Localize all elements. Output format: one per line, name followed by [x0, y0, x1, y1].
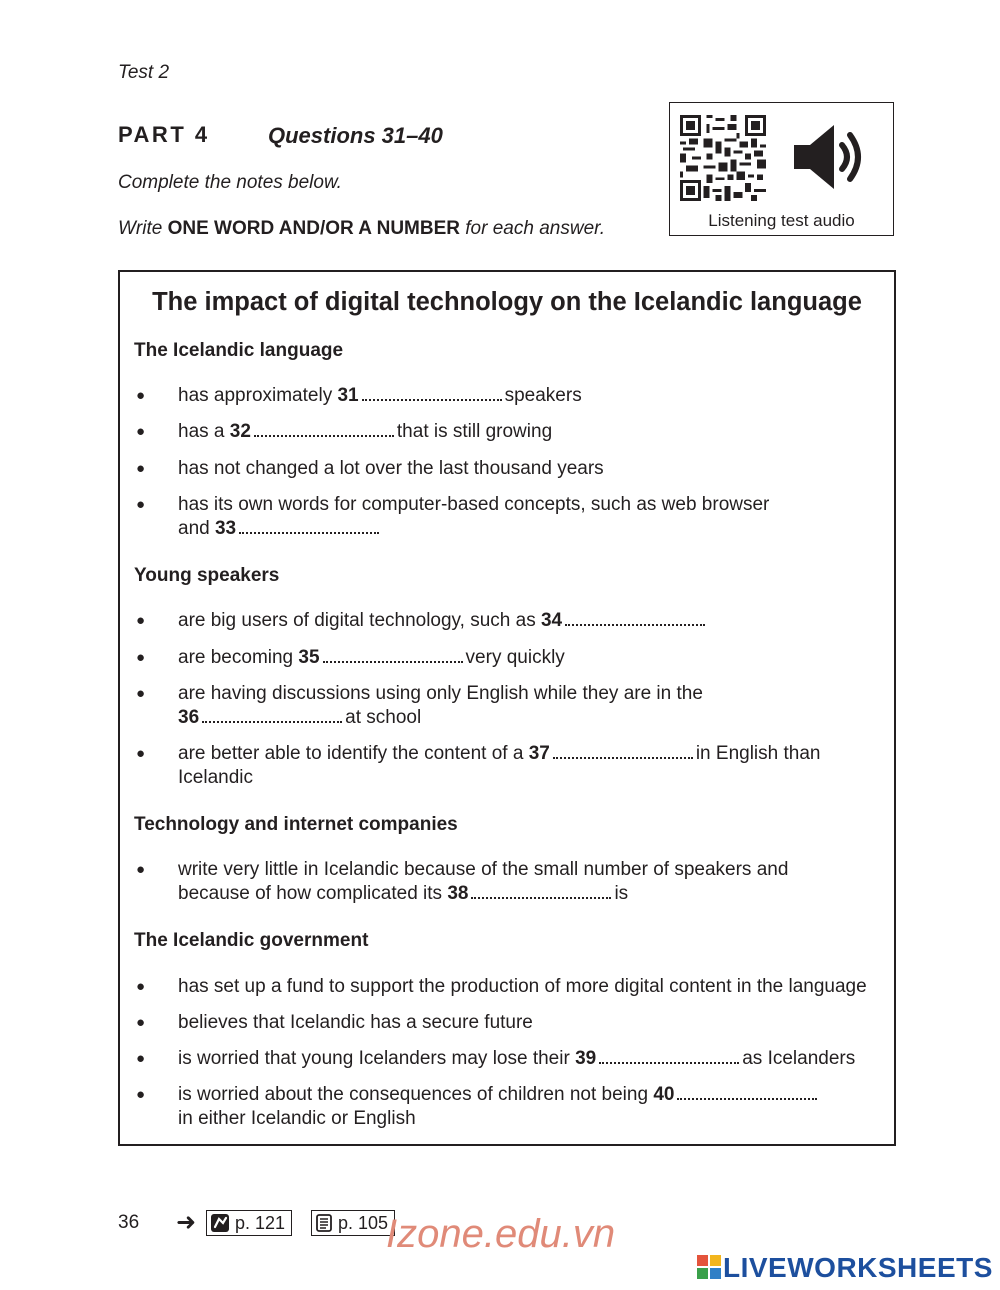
note-item: has not changed a lot over the last thousand years: [178, 458, 604, 479]
answer-gap-33[interactable]: [239, 518, 379, 534]
bullet-icon: ●: [136, 1086, 146, 1103]
note-item-q33: has its own words for computer-based concepts, such as web browser and 33: [178, 494, 770, 539]
note-item-q32: has a 32 that is still growing: [178, 421, 553, 442]
answer-gap-36[interactable]: [202, 707, 342, 723]
section-heading: The Icelandic government: [134, 930, 369, 951]
bullet-icon: ●: [136, 387, 146, 404]
note-item-q37: are better able to identify the content of a 37 in English than Icelandic: [178, 743, 821, 788]
watermark: Izone.edu.vn: [386, 1212, 616, 1256]
notes-box: [118, 270, 896, 1146]
answer-gap-34[interactable]: [565, 610, 705, 626]
answer-key-reference[interactable]: p. 121: [206, 1210, 292, 1236]
answer-gap-40[interactable]: [677, 1084, 817, 1100]
answer-gap-37[interactable]: [553, 743, 693, 759]
bullet-icon: ●: [136, 1014, 146, 1031]
bullet-icon: ●: [136, 423, 146, 440]
instruction-word-limit: Write ONE WORD AND/OR A NUMBER for each answer.: [118, 218, 606, 239]
bullet-icon: ●: [136, 460, 146, 477]
answer-gap-39[interactable]: [599, 1048, 739, 1064]
bullet-icon: ●: [136, 612, 146, 629]
section-heading: Young speakers: [134, 565, 280, 586]
note-item-q34: are big users of digital technology, such as 34: [178, 609, 708, 633]
bullet-icon: ●: [136, 649, 146, 666]
test-label: Test 2: [118, 62, 170, 83]
note-item-q40: is worried about the consequences of children not being 40 in either Icelandic or English: [178, 1083, 820, 1131]
bullet-icon: ●: [136, 1050, 146, 1067]
notes-title: The impact of digital technology on the Icelandic language: [152, 288, 862, 316]
liveworksheets-mark-icon: [697, 1255, 721, 1279]
liveworksheets-logo[interactable]: LIVEWORKSHEETS: [697, 1252, 993, 1284]
transcript-icon: [316, 1214, 332, 1232]
part-label: PART 4: [118, 122, 210, 147]
bullet-icon: ●: [136, 685, 146, 702]
audio-box[interactable]: [669, 102, 894, 236]
answer-gap-32[interactable]: [254, 421, 394, 437]
instruction-complete-notes: Complete the notes below.: [118, 172, 342, 193]
arrow-right-icon: ➜: [176, 1209, 197, 1236]
transcript-reference[interactable]: p. 105: [311, 1210, 395, 1236]
audio-caption: Listening test audio: [708, 211, 855, 230]
answer-key-icon: [211, 1214, 229, 1232]
note-item-q31: has approximately 31 speakers: [178, 385, 582, 406]
note-item: has set up a fund to support the production of more digital content in the language: [178, 976, 867, 997]
speaker-icon[interactable]: [792, 121, 868, 193]
section-heading: Technology and internet companies: [134, 814, 458, 835]
answer-gap-38[interactable]: [471, 883, 611, 899]
bullet-icon: ●: [136, 745, 146, 762]
section-heading: The Icelandic language: [134, 340, 344, 361]
bullet-icon: ●: [136, 861, 146, 878]
bullet-icon: ●: [136, 978, 146, 995]
note-item: believes that Icelandic has a secure future: [178, 1012, 533, 1033]
answer-gap-35[interactable]: [323, 647, 463, 663]
note-item-q38: write very little in Icelandic because of the small number of speakers and because of how complicated its 38 is: [178, 859, 789, 904]
note-item-q36: are having discussions using only English while they are in the 36 at school: [178, 683, 703, 728]
bullet-icon: ●: [136, 496, 146, 513]
note-item-q35: are becoming 35 very quickly: [178, 647, 565, 668]
answer-gap-31[interactable]: [362, 385, 502, 401]
qr-code-icon[interactable]: [680, 115, 766, 201]
questions-range: Questions 31–40: [268, 123, 443, 148]
note-item-q39: is worried that young Icelanders may lose their 39 as Icelanders: [178, 1048, 856, 1069]
page-number: 36: [118, 1212, 140, 1233]
